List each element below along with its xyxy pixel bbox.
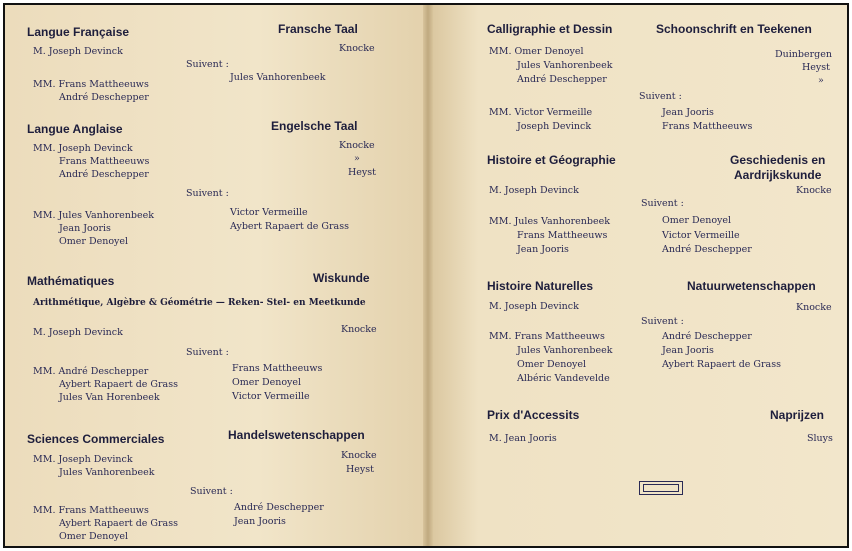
suivent-label: Suivent : [186, 188, 229, 199]
suivent-label: Suivent : [186, 59, 229, 70]
name: Victor Vermeille [662, 230, 740, 241]
name: MM. André Deschepper [33, 366, 149, 377]
heading-fr: Langue Anglaise [27, 122, 123, 136]
name: MM. Frans Mattheeuws [33, 505, 149, 516]
name: Aybert Rapaert de Grass [59, 379, 178, 390]
name: Frans Mattheeuws [517, 230, 608, 241]
name: MM. Omer Denoyel [489, 46, 584, 57]
name: Victor Vermeille [230, 207, 308, 218]
place: Heyst [346, 464, 374, 475]
name: Joseph Devinck [517, 121, 592, 132]
name: MM. Frans Mattheeuws [33, 79, 149, 90]
name: André Deschepper [517, 74, 607, 85]
name: Jules Van Horenbeek [59, 392, 160, 403]
name: MM. Jules Vanhorenbeek [33, 210, 154, 221]
place: Knocke [341, 450, 377, 461]
ditto-mark: » [818, 75, 824, 86]
place: Knocke [796, 185, 832, 196]
heading-nl: Fransche Taal [278, 22, 358, 36]
heading-nl: Schoonschrift en Teekenen [656, 22, 812, 36]
name: Omer Denoyel [517, 359, 587, 370]
name: M. Joseph Devinck [489, 185, 579, 196]
ditto-mark: » [354, 153, 360, 164]
name: Jean Jooris [517, 244, 569, 255]
name: MM. Victor Vermeille [489, 107, 593, 118]
heading-fr: Histoire Naturelles [487, 279, 594, 293]
name: Omer Denoyel [232, 377, 302, 388]
name: Aybert Rapaert de Grass [230, 221, 349, 232]
suivent-label: Suivent : [641, 198, 684, 209]
heading-fr: Prix d'Accessits [487, 408, 580, 422]
place: Knocke [796, 302, 832, 313]
name: Jean Jooris [662, 107, 714, 118]
heading-nl: Handelswetenschappen [228, 428, 365, 442]
name: Albéric Vandevelde [517, 373, 610, 384]
subheading: Arithmétique, Algèbre & Géométrie — Reken- Stel- en Meetkunde [33, 298, 366, 308]
name: Aybert Rapaert de Grass [662, 359, 781, 370]
place: Knocke [341, 324, 377, 335]
heading-fr: Calligraphie et Dessin [487, 22, 613, 36]
heading-nl: Naprijzen [770, 408, 825, 422]
heading-nl: Engelsche Taal [271, 119, 358, 133]
name: Omer Denoyel [59, 531, 129, 542]
name: M. Joseph Devinck [33, 46, 123, 57]
name: Jules Vanhorenbeek [230, 72, 326, 83]
heading-nl: Natuurwetenschappen [687, 279, 816, 293]
place: Knocke [339, 140, 375, 151]
place: Heyst [348, 167, 376, 178]
name: Omer Denoyel [662, 215, 732, 226]
name: Jean Jooris [59, 223, 111, 234]
place: Knocke [339, 43, 375, 54]
name: Jean Jooris [234, 516, 286, 527]
suivent-label: Suivent : [641, 316, 684, 327]
name: Frans Mattheeuws [232, 363, 323, 374]
name: M. Jean Jooris [489, 433, 557, 444]
heading-fr: Sciences Commerciales [27, 432, 165, 446]
name: Jules Vanhorenbeek [59, 467, 155, 478]
place: Heyst [802, 62, 830, 73]
name: Jules Vanhorenbeek [517, 60, 613, 71]
name: Victor Vermeille [232, 391, 310, 402]
name: Frans Mattheeuws [662, 121, 753, 132]
suivent-label: Suivent : [190, 486, 233, 497]
right-page [428, 5, 847, 546]
heading-nl: Aardrijkskunde [734, 168, 822, 182]
name: MM. Frans Mattheeuws [489, 331, 605, 342]
suivent-label: Suivent : [186, 347, 229, 358]
name: André Deschepper [59, 92, 149, 103]
place: Duinbergen [775, 49, 832, 60]
name: Jules Vanhorenbeek [517, 345, 613, 356]
heading-fr: Histoire et Géographie [487, 153, 616, 167]
name: André Deschepper [662, 244, 752, 255]
name: Jean Jooris [662, 345, 714, 356]
book-gutter [423, 5, 433, 546]
name: André Deschepper [234, 502, 324, 513]
suivent-label: Suivent : [639, 91, 682, 102]
name: M. Joseph Devinck [489, 301, 579, 312]
name: André Deschepper [59, 169, 149, 180]
name: André Deschepper [662, 331, 752, 342]
name: MM. Jules Vanhorenbeek [489, 216, 610, 227]
name: MM. Joseph Devinck [33, 454, 133, 465]
heading-fr: Mathématiques [27, 274, 115, 288]
place: Sluys [807, 433, 833, 444]
name: Omer Denoyel [59, 236, 129, 247]
name: MM. Joseph Devinck [33, 143, 133, 154]
heading-nl: Wiskunde [313, 271, 370, 285]
name: M. Joseph Devinck [33, 327, 123, 338]
name: Aybert Rapaert de Grass [59, 518, 178, 529]
heading-nl: Geschiedenis en [730, 153, 826, 167]
booklet-spread [3, 3, 849, 548]
ornament-icon [639, 481, 683, 495]
heading-fr: Langue Française [27, 25, 130, 39]
name: Frans Mattheeuws [59, 156, 150, 167]
